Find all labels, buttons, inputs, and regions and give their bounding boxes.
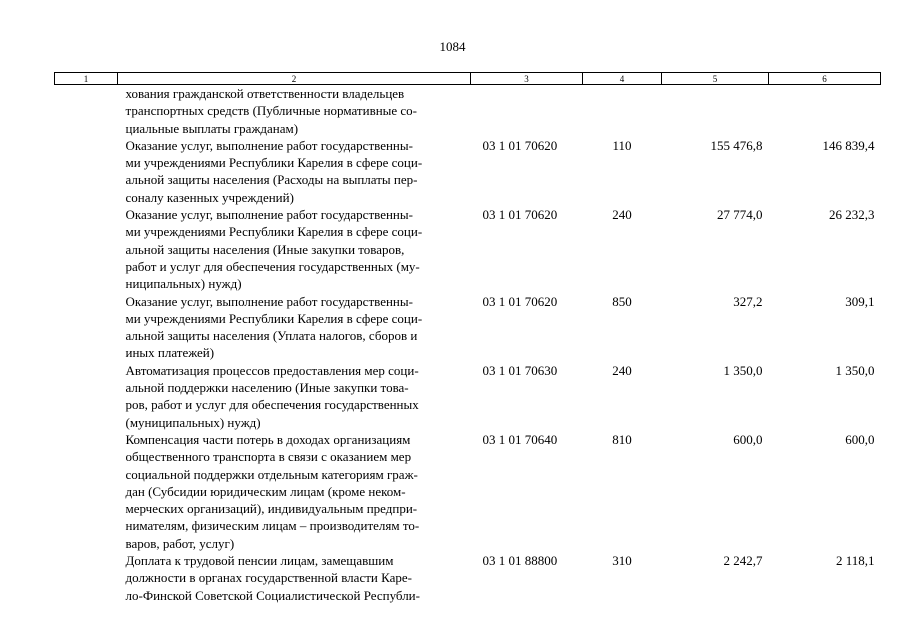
description-line: Доплата к трудовой пенсии лицам, замещавшим bbox=[125, 553, 394, 569]
table-row bbox=[55, 206, 881, 292]
budget-classification-code: 03 1 01 70620 bbox=[482, 137, 558, 153]
amount-column-5: 155 476,8 bbox=[710, 137, 763, 153]
expense-type-code: 240 bbox=[612, 207, 632, 223]
row-number-cell bbox=[55, 137, 118, 206]
column-header-5: 5 bbox=[662, 73, 769, 85]
description-line: Оказание услуг, выполнение работ государственны- bbox=[125, 207, 413, 223]
column-header-6: 6 bbox=[769, 73, 881, 85]
expense-type-code bbox=[583, 85, 662, 137]
row-description bbox=[118, 431, 471, 552]
amount-column-6: 2 118,1 bbox=[835, 553, 875, 569]
row-number-cell bbox=[55, 552, 118, 604]
table-row bbox=[55, 85, 881, 137]
amount-column-6: 146 839,4 bbox=[822, 137, 875, 153]
description-line: общественного транспорта в связи с оказанием мер bbox=[125, 449, 412, 465]
description-line: альной поддержки населению (Иные закупки това- bbox=[125, 380, 409, 396]
description-line: работ и услуг для обеспечения государственных (му- bbox=[125, 258, 420, 274]
row-description bbox=[118, 137, 471, 206]
table-row bbox=[55, 137, 881, 206]
row-number-cell bbox=[55, 85, 118, 137]
description-line: иных платежей) bbox=[125, 345, 215, 361]
amount-column-5: 27 774,0 bbox=[717, 207, 763, 223]
description-line: мерческих организаций), индивидуальным предпри- bbox=[125, 501, 418, 517]
description-line: ров, работ и услуг для обеспечения государственных bbox=[125, 397, 419, 413]
budget-classification-code: 03 1 01 70630 bbox=[482, 362, 558, 378]
description-line: социальной поддержки отдельным категориям граж- bbox=[125, 466, 418, 482]
row-description bbox=[118, 552, 471, 604]
expense-type-code: 240 bbox=[612, 362, 632, 378]
description-line: ло-Финской Советской Социалистической Республи- bbox=[125, 587, 420, 603]
row-description bbox=[118, 206, 471, 292]
budget-classification-code: 03 1 01 70620 bbox=[482, 207, 558, 223]
description-line: (муниципальных) нужд) bbox=[125, 414, 261, 430]
amount-column-5: 600,0 bbox=[733, 431, 763, 447]
column-header-3: 3 bbox=[471, 73, 583, 85]
amount-column-6: 1 350,0 bbox=[835, 362, 875, 378]
amount-column-5 bbox=[662, 85, 769, 137]
budget-classification-code bbox=[471, 85, 583, 137]
column-header-2: 2 bbox=[118, 73, 471, 85]
description-line: Компенсация части потерь в доходах организациям bbox=[125, 431, 411, 447]
description-line: варов, работ, услуг) bbox=[125, 535, 235, 551]
column-number-header-row bbox=[55, 73, 881, 85]
expense-type-code: 810 bbox=[612, 431, 632, 447]
amount-column-5: 327,2 bbox=[733, 293, 763, 309]
column-header-1: 1 bbox=[55, 73, 118, 85]
description-line: нимателям, физическим лицам – производителям то- bbox=[125, 518, 420, 534]
expense-type-code: 310 bbox=[612, 553, 632, 569]
description-line: транспортных средств (Публичные нормативные со- bbox=[125, 103, 418, 119]
amount-column-6: 26 232,3 bbox=[829, 207, 875, 223]
table-row bbox=[55, 431, 881, 552]
description-line: Автоматизация процессов предоставления мер соци- bbox=[125, 362, 419, 378]
expense-type-code: 110 bbox=[612, 137, 632, 153]
description-line: альной защиты населения (Иные закупки товаров, bbox=[125, 241, 405, 257]
page-number: 1084 bbox=[439, 39, 466, 54]
description-line: Оказание услуг, выполнение работ государственны- bbox=[125, 293, 413, 309]
budget-classification-code: 03 1 01 70640 bbox=[482, 431, 558, 447]
table-row bbox=[55, 362, 881, 431]
amount-column-5: 2 242,7 bbox=[723, 553, 763, 569]
description-line: альной защиты населения (Расходы на выплаты пер- bbox=[125, 172, 418, 188]
row-description bbox=[118, 293, 471, 362]
row-number-cell bbox=[55, 362, 118, 431]
table-body bbox=[55, 85, 881, 604]
row-description bbox=[118, 85, 471, 137]
description-line: хования гражданской ответственности владельцев bbox=[125, 86, 405, 101]
column-header-4: 4 bbox=[583, 73, 662, 85]
row-number-cell bbox=[55, 206, 118, 292]
description-line: дан (Субсидии юридическим лицам (кроме неком- bbox=[125, 483, 406, 499]
amount-column-6 bbox=[769, 85, 881, 137]
description-line: циальные выплаты гражданам) bbox=[125, 120, 299, 136]
description-line: ми учреждениями Республики Карелия в сфере соци- bbox=[125, 155, 423, 171]
budget-classification-code: 03 1 01 70620 bbox=[482, 293, 558, 309]
budget-classification-code: 03 1 01 88800 bbox=[482, 553, 558, 569]
amount-column-6: 600,0 bbox=[845, 431, 875, 447]
amount-column-5: 1 350,0 bbox=[723, 362, 763, 378]
table-row bbox=[55, 552, 881, 604]
row-number-cell bbox=[55, 293, 118, 362]
amount-column-6: 309,1 bbox=[845, 293, 875, 309]
budget-table bbox=[54, 72, 881, 604]
description-line: ниципальных) нужд) bbox=[125, 276, 242, 292]
description-line: соналу казенных учреждений) bbox=[125, 189, 294, 205]
description-line: должности в органах государственной власти Каре- bbox=[125, 570, 412, 586]
description-line: альной защиты населения (Уплата налогов, сборов и bbox=[125, 328, 418, 344]
table-row bbox=[55, 293, 881, 362]
expense-type-code: 850 bbox=[612, 293, 632, 309]
description-line: Оказание услуг, выполнение работ государственны- bbox=[125, 137, 413, 153]
description-line: ми учреждениями Республики Карелия в сфере соци- bbox=[125, 224, 423, 240]
description-line: ми учреждениями Республики Карелия в сфере соци- bbox=[125, 310, 423, 326]
row-description bbox=[118, 362, 471, 431]
row-number-cell bbox=[55, 431, 118, 552]
